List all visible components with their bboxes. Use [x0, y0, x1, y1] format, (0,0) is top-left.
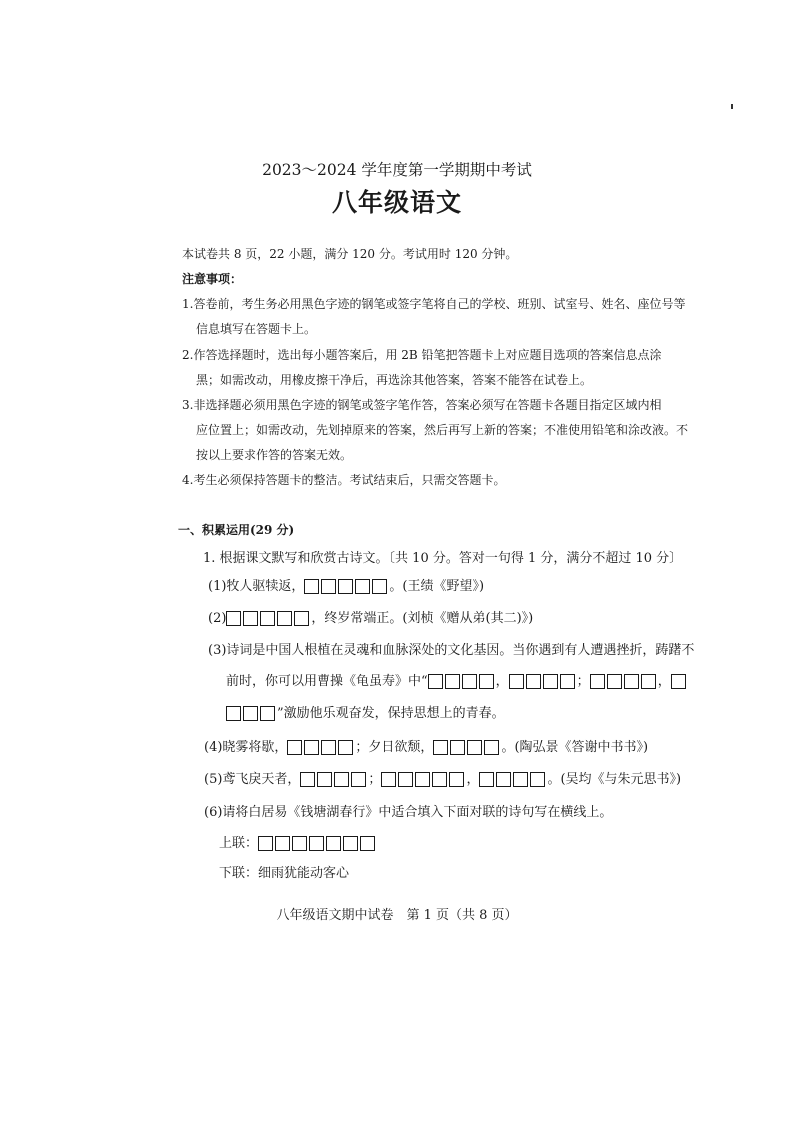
- notice-line: 信息填写在答题卡上。: [196, 322, 317, 336]
- notice-line: 应位置上；如需改动，先划掉原来的答案，然后再写上新的答案；不准使用铅笔和涂改液。不: [196, 423, 689, 437]
- answer-boxes[interactable]: [671, 674, 688, 689]
- answer-boxes[interactable]: [287, 740, 355, 755]
- prompt-text: (1)牧人驱犊返，: [208, 579, 305, 594]
- exam-intro: 本试卷共 8 页，22 小题，满分 120 分。考试用时 120 分钟。: [182, 247, 518, 261]
- notice-line: 4.考生必须保持答题卡的整洁。考试结束后，只需交答题卡。: [182, 473, 506, 487]
- answer-boxes[interactable]: [509, 674, 577, 689]
- answer-boxes[interactable]: [381, 772, 466, 787]
- notice-line: 2.作答选择题时，选出每小题答案后，用 2B 铅笔把答题卡上对应题目选项的答案信息点涂: [182, 348, 662, 362]
- prompt-text: ”激励他乐观奋发，保持思想上的青春。: [277, 706, 505, 721]
- notice-line: 1.答卷前，考生务必用黑色字迹的钢笔或签字笔将自己的学校、班别、试室号、姓名、座位号等: [182, 297, 686, 311]
- notice-line: 按以上要求作答的答案无效。: [196, 448, 353, 462]
- answer-boxes[interactable]: [590, 674, 658, 689]
- prompt-text: (2): [208, 611, 227, 626]
- source-text: 。(王绩《野望》): [389, 579, 485, 594]
- question-1-stem: 1. 根据课文默写和欣赏古诗文。〔共 10 分。答对一句得 1 分，满分不超过 10 分〕: [203, 551, 683, 566]
- answer-boxes[interactable]: [428, 674, 496, 689]
- recitation-line-2: [208, 607, 533, 626]
- source-text: 。(陶弘景《答谢中书书》): [501, 740, 649, 755]
- punctuation: ，: [495, 674, 509, 689]
- prompt-text: (5)鸢飞戾天者，: [204, 772, 301, 787]
- answer-boxes[interactable]: [300, 772, 368, 787]
- recitation-line-3a: (3)诗词是中国人根植在灵魂和血脉深处的文化基因。当你遇到有人遭遇挫折，踌躇不: [208, 643, 695, 658]
- recitation-line-6: (6)请将白居易《钱塘湖春行》中适合填入下面对联的诗句写在横线上。: [204, 805, 613, 820]
- notice-line: 3.非选择题必须用黑色字迹的钢笔或签字笔作答，答案必须写在答题卡各题目指定区域内相: [182, 398, 662, 412]
- notice-title: 注意事项：: [182, 272, 243, 286]
- prompt-text: 前时，你可以用曹操《龟虽寿》中“: [226, 674, 428, 689]
- couplet-upper-label: 上联：: [219, 836, 259, 851]
- answer-boxes[interactable]: [433, 740, 501, 755]
- recitation-line-3b: [226, 670, 688, 689]
- page-footer: 八年级语文期中试卷 第 1 页（共 8 页）: [276, 908, 518, 923]
- answer-boxes[interactable]: [479, 772, 547, 787]
- answer-boxes[interactable]: [226, 706, 277, 721]
- answer-boxes[interactable]: [258, 836, 377, 851]
- punctuation: ，: [657, 674, 671, 689]
- answer-boxes[interactable]: [304, 579, 389, 594]
- exam-subject-title: 八年级语文: [331, 188, 462, 217]
- couplet-upper-line: [219, 832, 377, 851]
- punctuation: ，: [466, 772, 480, 787]
- prompt-text: (4)晓雾将歇，: [204, 740, 288, 755]
- exam-header: 2023～2024 学年度第一学期期中考试: [262, 161, 532, 179]
- notice-line: 黑；如需改动，用橡皮擦干净后，再选涂其他答案，答案不能答在试卷上。: [196, 373, 593, 387]
- recitation-line-5: [204, 768, 681, 787]
- source-text: 。(吴均《与朱元思书》): [547, 772, 682, 787]
- recitation-line-3c: [226, 702, 505, 721]
- answer-boxes[interactable]: [226, 611, 311, 626]
- recitation-line-1: [208, 575, 484, 594]
- punctuation: ；: [576, 674, 590, 689]
- prompt-text: ；夕日欲颓，: [355, 740, 434, 755]
- recitation-line-4: [204, 736, 648, 755]
- couplet-lower-line: 下联：细雨犹能动客心: [219, 866, 350, 881]
- punctuation: ；: [368, 772, 382, 787]
- section-title: 一、积累运用(29 分): [178, 523, 295, 537]
- scan-speck: [731, 104, 733, 109]
- source-text: ，终岁常端正。(刘桢《赠从弟(其二)》): [311, 611, 534, 626]
